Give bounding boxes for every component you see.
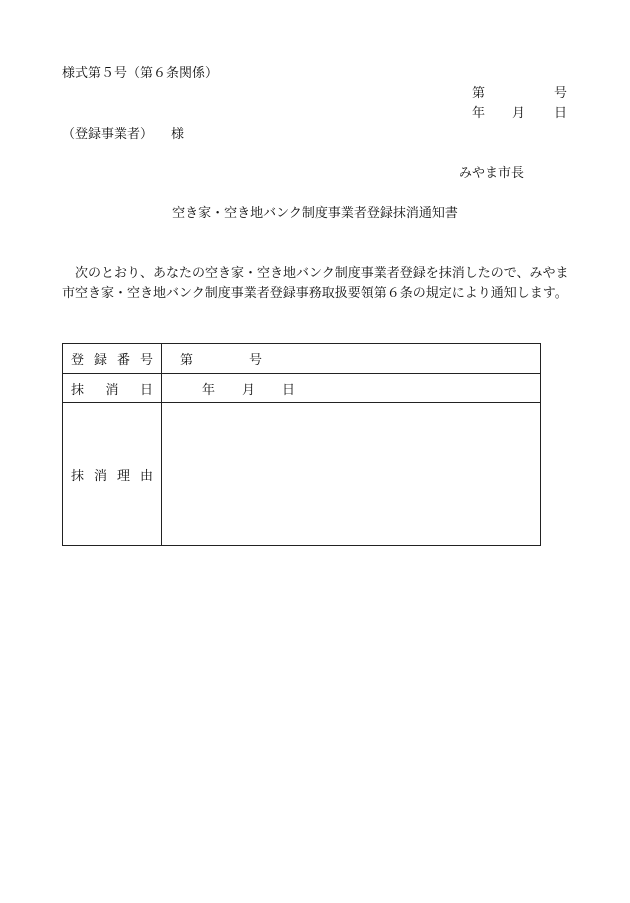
document-number-prefix: 第 <box>472 86 486 101</box>
body-paragraph: 次のとおり、あなたの空き家・空き地バンク制度事業者登録を抹消したので、みやま市空き家・空き地バンク制度事業者登録事務取扱要領第６条の規定により通知します。 <box>62 266 569 301</box>
registration-number-value-cell <box>162 344 541 374</box>
recipient-honorific: 様 <box>171 127 185 142</box>
cancellation-date-value-cell <box>162 374 541 403</box>
cancellation-reason-value-cell <box>162 403 541 546</box>
cancellation-reason-label: 抹消理由 <box>71 468 153 484</box>
table-row <box>63 374 541 403</box>
document-number-line <box>470 86 570 106</box>
recipient-name: （登録事業者） <box>62 127 154 142</box>
issue-date-line <box>470 106 570 126</box>
cancellation-date-day: 日 <box>282 382 296 398</box>
cancellation-date-month: 月 <box>242 382 256 398</box>
cancellation-reason-label-cell <box>63 403 162 546</box>
table-row <box>63 403 541 546</box>
registration-number-prefix: 第 <box>180 353 194 368</box>
registration-number-label-cell <box>63 344 162 374</box>
document-number-suffix: 号 <box>554 86 568 101</box>
document-title: 空き家・空き地バンク制度事業者登録抹消通知書 <box>172 206 458 221</box>
sender-name: みやま市長 <box>459 166 525 181</box>
registration-info-table <box>62 343 541 546</box>
issue-date-month: 月 <box>512 106 526 121</box>
cancellation-date-label: 抹消日 <box>71 382 153 398</box>
table-row <box>63 344 541 374</box>
registration-number-label: 登録番号 <box>71 353 153 368</box>
registration-number-suffix: 号 <box>249 353 263 368</box>
form-number: 様式第５号（第６条関係） <box>62 66 219 81</box>
document-number-date-block <box>470 86 570 126</box>
recipient-line <box>62 127 184 143</box>
cancellation-date-label-cell <box>63 374 162 403</box>
cancellation-date-year: 年 <box>202 382 216 398</box>
issue-date-day: 日 <box>554 106 568 121</box>
issue-date-year: 年 <box>472 106 486 121</box>
